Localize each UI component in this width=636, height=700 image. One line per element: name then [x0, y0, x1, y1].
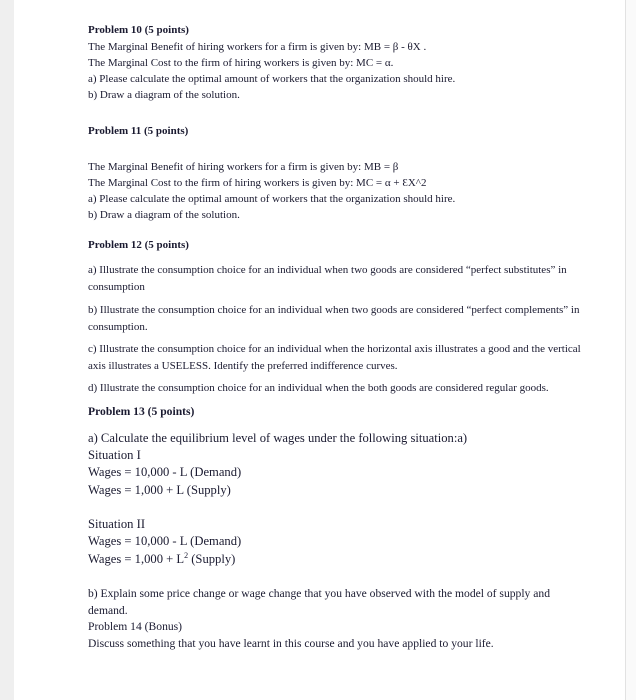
- problem-11-line-2: The Marginal Cost to the firm of hiring workers is given by: MC = α + ƐX^2: [88, 177, 427, 189]
- problem-14-text: Discuss something that you have learnt in this course and you have applied to your life.: [88, 637, 494, 650]
- situation-1-demand: Wages = 10,000 - L (Demand): [88, 465, 242, 479]
- problem-12-heading: Problem 12 (5 points): [88, 239, 189, 251]
- problem-11-part-a: a) Please calculate the optimal amount of workers that the organization should hire.: [88, 193, 456, 205]
- situation-2-supply: [88, 552, 235, 566]
- situation-2-supply-exponent: 2: [184, 551, 189, 560]
- problem-10-part-b: b) Draw a diagram of the solution.: [88, 89, 240, 101]
- situation-1-supply: Wages = 1,000 + L (Supply): [88, 483, 231, 497]
- situation-2-supply-suffix: (Supply): [188, 552, 236, 567]
- problem-10-part-a: a) Please calculate the optimal amount of workers that the organization should hire.: [88, 73, 456, 85]
- problem-12-part-d: d) Illustrate the consumption choice for an individual when the both goods are considered regular goods.: [88, 382, 549, 394]
- problem-12-part-a: a) Illustrate the consumption choice for an individual when two goods are considered “perfect substitutes” in consumption: [88, 264, 567, 293]
- right-scrollbar-strip: [625, 0, 636, 700]
- problem-12-part-c: c) Illustrate the consumption choice for an individual when the horizontal axis illustrates a good and the vertical axis illustrates a USELESS. Identify the preferred indifference curves.: [88, 343, 581, 372]
- problem-11-line-1: The Marginal Benefit of hiring workers for a firm is given by: MB = β: [88, 161, 399, 173]
- problem-11-heading: Problem 11 (5 points): [88, 125, 189, 137]
- problem-13-part-b: b) Explain some price change or wage change that you have observed with the model of supply and demand.: [88, 587, 550, 617]
- situation-2-demand: Wages = 10,000 - L (Demand): [88, 534, 242, 548]
- situation-2-title: Situation II: [88, 517, 146, 531]
- problem-11-part-b: b) Draw a diagram of the solution.: [88, 209, 240, 221]
- left-margin-strip: [0, 0, 14, 700]
- problem-10-heading: Problem 10 (5 points): [88, 24, 189, 36]
- situation-2-supply-prefix: Wages = 1,000 + L: [88, 552, 185, 567]
- problem-13-heading: Problem 13 (5 points): [88, 405, 195, 418]
- problem-13-intro: a) Calculate the equilibrium level of wages under the following situation:a): [88, 431, 468, 445]
- problem-14-heading: Problem 14 (Bonus): [88, 620, 183, 633]
- problem-10-line-2: The Marginal Cost to the firm of hiring workers is given by: MC = α.: [88, 57, 394, 69]
- problem-10-line-1: The Marginal Benefit of hiring workers for a firm is given by: MB = β - θX .: [88, 41, 427, 53]
- problem-12-part-b: b) Illustrate the consumption choice for an individual when two goods are considered “perfect complements” in consumption.: [88, 304, 580, 333]
- situation-1-title: Situation I: [88, 448, 141, 462]
